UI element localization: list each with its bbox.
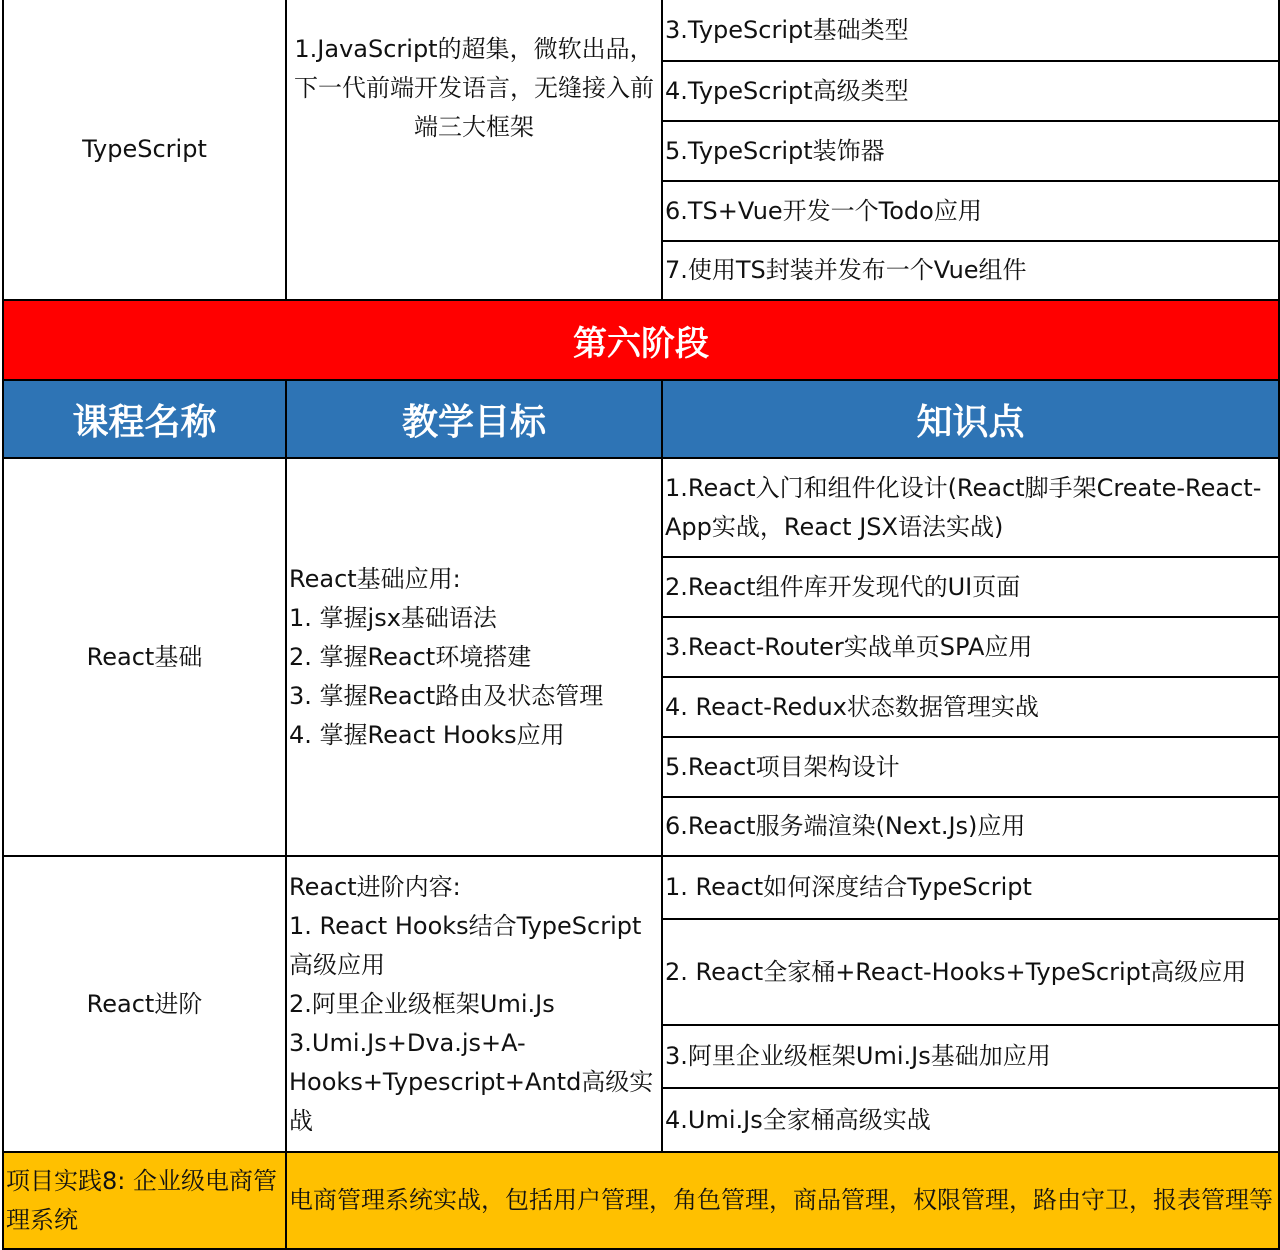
knowledge-point-text: 6.React服务端渲染(Next.Js)应用 [665,812,1026,840]
knowledge-point [661,918,1280,1026]
knowledge-point-text: 3.阿里企业级框架Umi.Js基础加应用 [665,1042,1051,1070]
knowledge-point-text: 2.React组件库开发现代的UI页面 [665,572,1021,601]
knowledge-point-text: 5.React项目架构设计 [665,752,900,781]
project-description-text: 电商管理系统实战，包括用户管理，角色管理，商品管理，权限管理，路由守卫，报表管理等 [289,1186,1273,1214]
knowledge-point-text: 1. React如何深度结合TypeScript [665,873,1032,901]
teaching-goal-text: 1.JavaScript的超集，微软出品，下一代前端开发语言，无缝接入前端三大框架 [294,35,654,141]
knowledge-point-text: 1.React入门和组件化设计(React脚手架Create-React-App实战，React JSX语法实战) [665,473,1262,541]
course-name-text: React基础 [86,642,203,671]
teaching-goal-text: React基础应用: 1. 掌握jsx基础语法 2. 掌握React环境搭建 3. 掌握React路由及状态管理 4. 掌握React Hooks应用 [289,564,604,749]
knowledge-point-text: 7.使用TS封装并发布一个Vue组件 [665,256,1027,284]
project-description [285,1151,1280,1250]
knowledge-point [661,1024,1280,1089]
knowledge-point-text: 3.TypeScript基础类型 [665,15,909,44]
stage-banner [2,299,1280,381]
course-name-react-basic [2,457,287,857]
knowledge-point-text: 4.Umi.Js全家桶高级实战 [665,1105,931,1134]
course-name-typescript [2,0,287,301]
course-name-react-advanced [2,855,287,1153]
knowledge-point [661,240,1280,301]
knowledge-point-text: 5.TypeScript装饰器 [665,136,885,165]
knowledge-point [661,60,1280,122]
knowledge-point [661,616,1280,678]
project-name [2,1151,287,1250]
project-name-text: 项目实践8: 企业级电商管理系统 [6,1166,277,1234]
knowledge-point [661,1087,1280,1153]
header-knowledge-points [661,379,1280,459]
header-teaching-goal [285,379,663,459]
knowledge-point [661,736,1280,798]
knowledge-point [661,855,1280,920]
knowledge-point [661,556,1280,618]
header-teaching-goal-text: 教学目标 [401,401,546,443]
knowledge-point-text: 6.TS+Vue开发一个Todo应用 [665,196,982,225]
knowledge-point-text: 3.React-Router实战单页SPA应用 [665,632,1033,661]
teaching-goal-typescript [285,0,663,301]
knowledge-point [661,796,1280,857]
knowledge-point [661,180,1280,242]
course-name-text: React进阶 [86,989,203,1018]
knowledge-point [661,676,1280,738]
header-course-name-text: 课程名称 [72,401,217,443]
teaching-goal-react-basic [285,457,663,857]
knowledge-point [661,0,1280,62]
knowledge-point [661,457,1280,558]
stage-title: 第六阶段 [573,323,709,364]
teaching-goal-react-advanced [285,855,663,1153]
teaching-goal-text: React进阶内容: 1. React Hooks结合TypeScript高级应用 2.阿里企业级框架Umi.Js 3.Umi.Js+Dva.js+A-Hooks+Typescript+Antd高级实战 [289,872,654,1135]
header-course-name [2,379,287,459]
knowledge-point-text: 2. React全家桶+React-Hooks+TypeScript高级应用 [665,957,1247,986]
course-name-text: TypeScript [82,135,207,163]
knowledge-point-text: 4.TypeScript高级类型 [665,76,909,105]
knowledge-point [661,120,1280,182]
knowledge-point-text: 4. React-Redux状态数据管理实战 [665,692,1039,721]
header-knowledge-points-text: 知识点 [916,401,1025,443]
